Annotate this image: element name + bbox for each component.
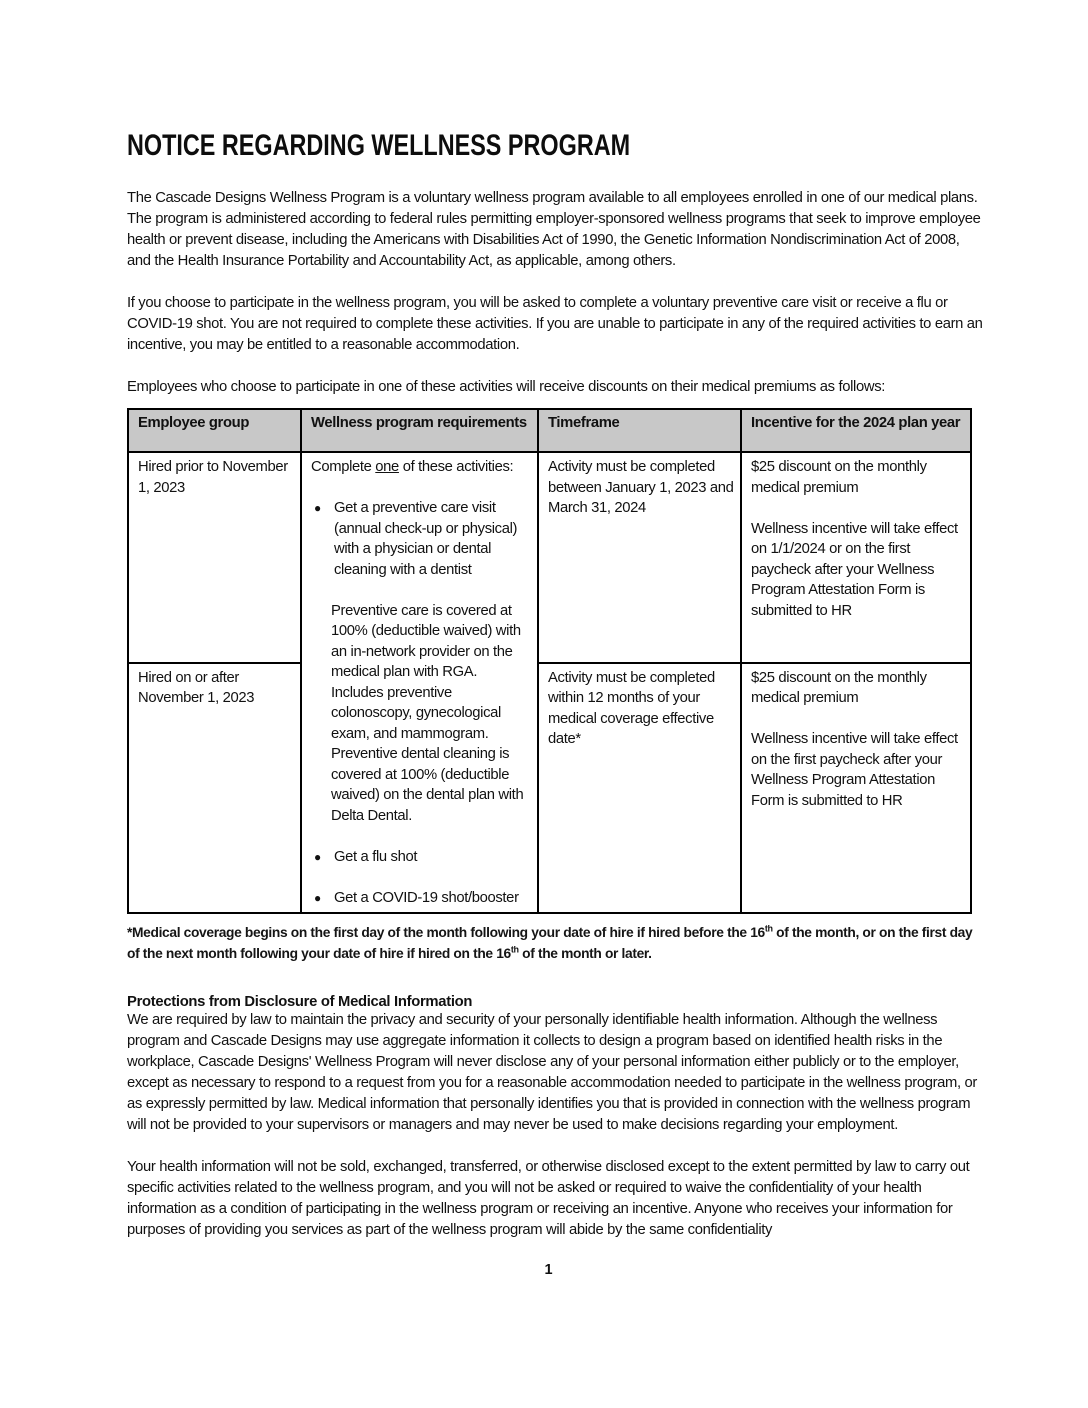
footnote-superscript: th bbox=[510, 944, 519, 955]
header-wellness-requirements: Wellness program requirements bbox=[301, 409, 538, 452]
medical-coverage-footnote bbox=[127, 922, 979, 964]
table-row-hired-after bbox=[128, 663, 971, 913]
protections-heading: Protections from Disclosure of Medical Information bbox=[127, 994, 473, 1010]
cell-timeframe-row2: Activity must be completed within 12 months of your medical coverage effective date* bbox=[538, 663, 741, 913]
cell-incentive-row1 bbox=[741, 452, 971, 663]
intro-paragraph-3: Employees who choose to participate in one of these activities will receive discounts on their medical premiums as follows: bbox=[127, 379, 886, 395]
table-header-row bbox=[128, 409, 971, 452]
cell-incentive-row2 bbox=[741, 663, 971, 913]
requirements-intro bbox=[311, 457, 532, 478]
header-employee-group: Employee group bbox=[128, 409, 301, 452]
bullet-item-covid-shot bbox=[311, 888, 532, 909]
requirements-intro-underline: one bbox=[375, 459, 399, 475]
requirements-intro-prefix: Complete bbox=[311, 459, 376, 475]
footnote-text: of the month or later. bbox=[518, 946, 652, 961]
bullet-item-flu-shot bbox=[311, 847, 532, 868]
bullet-item-preventive-visit bbox=[311, 498, 532, 580]
bullet-icon: ● bbox=[314, 890, 321, 905]
header-incentive: Incentive for the 2024 plan year bbox=[741, 409, 971, 452]
bullet-text: Get a preventive care visit (annual check-up or physical) with a physician or dental cleaning with a dentist bbox=[334, 500, 518, 578]
incentive-effect-row2: Wellness incentive will take effect on the first paycheck after your Wellness Program Attestation Form is submitted to HR bbox=[751, 731, 958, 809]
requirements-coverage-note: Preventive care is covered at 100% (deductible waived) with an in-network provider on the medical plan with RGA. Includes preventive colonoscopy, gynecological exam, and mammogram. Preventive dental cleaning is covered at 100% (deductible waived) on the dental plan with Delta Dental. bbox=[331, 602, 524, 824]
incentive-effect-row1: Wellness incentive will take effect on 1/1/2024 or on the first paycheck after your Wellness Program Attestation Form is submitted to HR bbox=[751, 520, 958, 619]
page-title: NOTICE REGARDING WELLNESS PROGRAM bbox=[127, 129, 631, 162]
header-timeframe: Timeframe bbox=[538, 409, 741, 452]
cell-timeframe-row1: Activity must be completed between January 1, 2023 and March 31, 2024 bbox=[538, 452, 741, 663]
footnote-superscript: th bbox=[764, 923, 773, 934]
page-number: 1 bbox=[544, 1262, 553, 1278]
footnote-text: *Medical coverage begins on the first day of the month following your date of hire if hired before the 16 bbox=[127, 925, 765, 940]
bullet-text: Get a flu shot bbox=[334, 848, 418, 865]
incentive-discount-row2: $25 discount on the monthly medical premium bbox=[751, 669, 927, 707]
intro-paragraph-1: The Cascade Designs Wellness Program is a voluntary wellness program available to all employees enrolled in one of our medical plans. The program is administered according to federal rules permitting employer-sponsored wellness programs that seek to improve employee health or prevent disease, including the Americans with Disabilities Act of 1990, the Genetic Information Nondiscrimination Act of 2008, and the Health Insurance Portability and Accountability Act, as applicable, among others. bbox=[127, 190, 981, 269]
bullet-icon: ● bbox=[314, 501, 321, 515]
table-row-hired-prior bbox=[128, 452, 971, 663]
bullet-icon: ● bbox=[314, 849, 321, 864]
protections-paragraph-1: We are required by law to maintain the privacy and security of your personally identifiable health information. Although the wellness program and Cascade Designs may use aggregate information it collects to design a program based on identified health risks in the workplace, Cascade Designs' Wellness Program will never disclose any of your personal information either publicly or to the employer, except as necessary to respond to a request from you for a reasonable accommodation needed to participate in the wellness program, or as expressly permitted by law. Medical information that personally identifies you that is provided in connection with the wellness program will not be provided to your supervisors or managers and may never be used to make decisions regarding your employment. bbox=[127, 1012, 977, 1133]
requirements-intro-suffix: of these activities: bbox=[398, 459, 514, 475]
bullet-text: Get a COVID-19 shot/booster bbox=[334, 889, 519, 906]
cell-employee-group-row1: Hired prior to November 1, 2023 bbox=[128, 452, 301, 663]
cell-requirements bbox=[301, 452, 538, 913]
protections-paragraph-2: Your health information will not be sold, exchanged, transferred, or otherwise disclosed except to the extent permitted by law to carry out specific activities related to the wellness program, and you will not be asked or required to waive the confidentiality of your health information as a condition of participating in the wellness program or receiving an incentive. Anyone who receives your information for purposes of providing you services as part of the wellness program will abide by the same confidentiality bbox=[127, 1159, 970, 1238]
cell-employee-group-row2: Hired on or after November 1, 2023 bbox=[128, 663, 301, 913]
footnote-text: of the month, or on the first day of the next month following your date of hire if hired on the 16 bbox=[127, 925, 973, 961]
intro-paragraph-2: If you choose to participate in the wellness program, you will be asked to complete a voluntary preventive care visit or receive a flu or COVID-19 shot. You are not required to complete these activities. If you are unable to participate in any of the required activities to earn an incentive, you may be entitled to a reasonable accommodation. bbox=[127, 295, 983, 353]
incentive-discount-row1: $25 discount on the monthly medical premium bbox=[751, 459, 927, 496]
wellness-incentive-table bbox=[127, 408, 972, 914]
